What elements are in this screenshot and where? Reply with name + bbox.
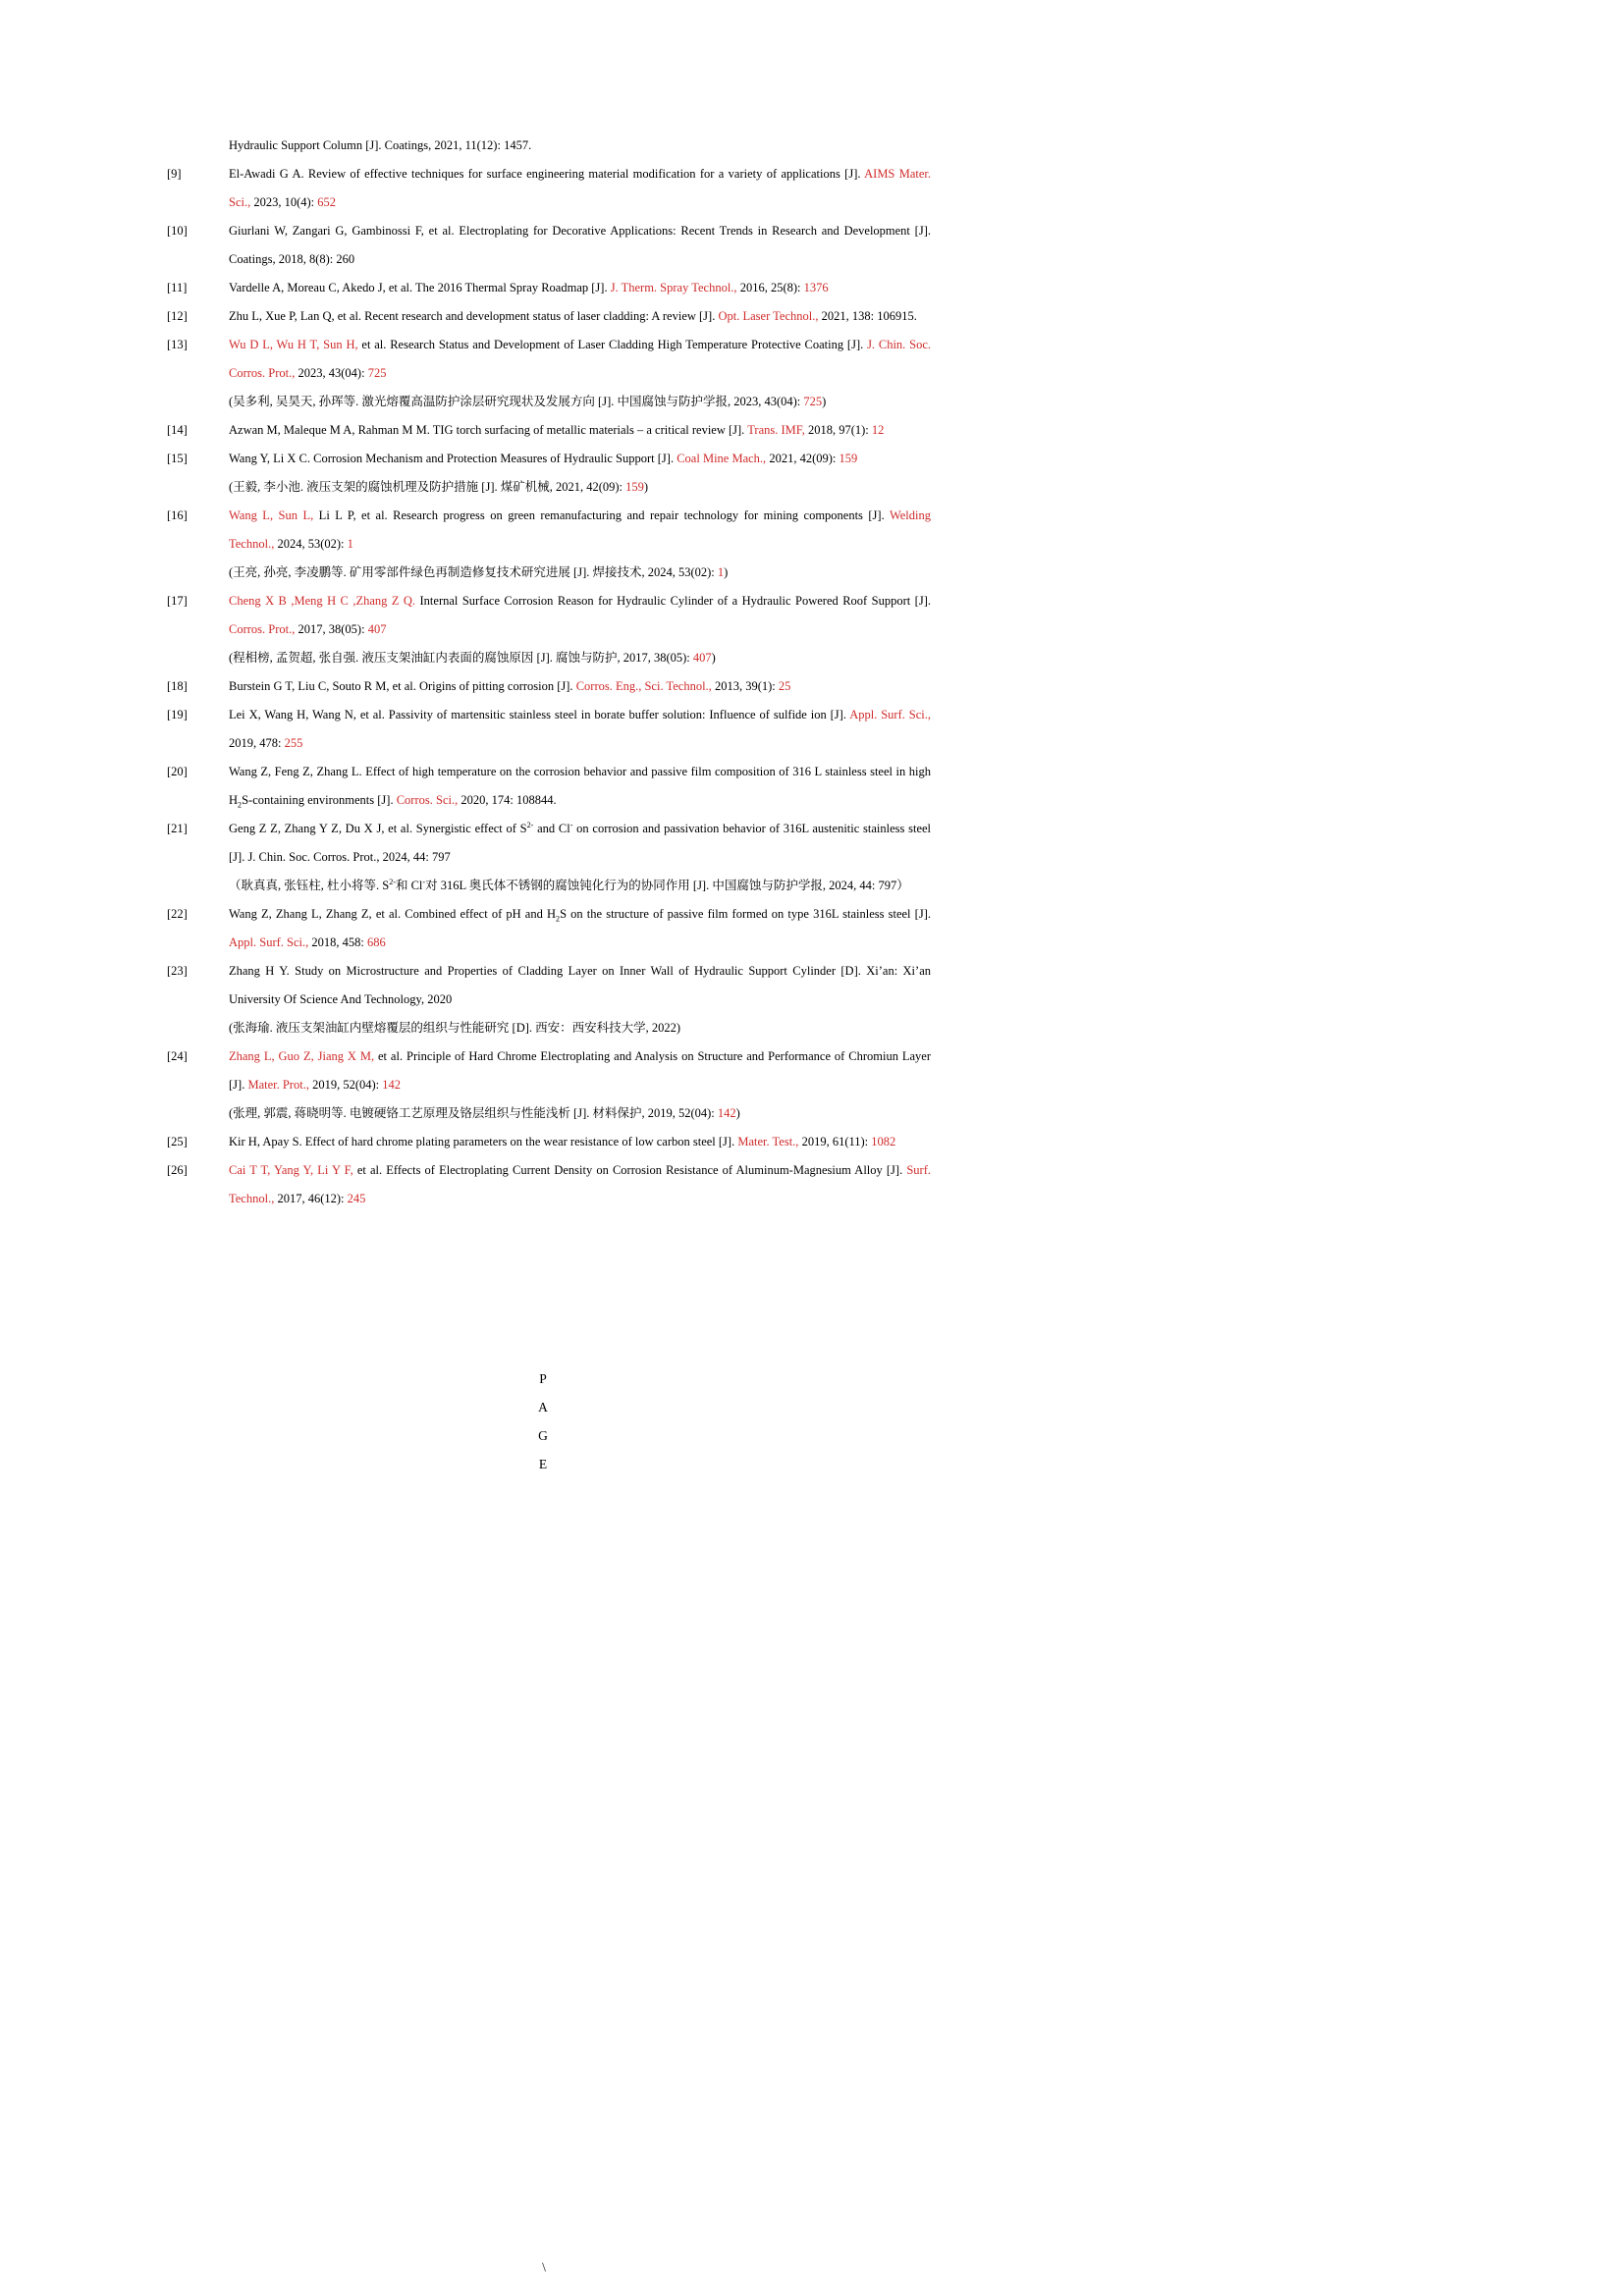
citation-text: Burstein G T, Liu C, Souto R M, et al. Origins of pitting corrosion [J]. xyxy=(229,679,576,693)
reference-number: [13] xyxy=(167,338,188,351)
citation-text: (王毅, 李小池. 液压支架的腐蚀机理及防护措施 [J]. 煤矿机械, 2021, 42(09): xyxy=(229,480,626,494)
page-field-letter: E xyxy=(538,1457,548,1471)
citation-text: ) xyxy=(822,395,827,408)
highlighted-citation-text: Cheng X B ,Meng H C ,Zhang Z Q. xyxy=(229,594,416,608)
reference-text xyxy=(229,1099,931,1128)
reference-number: [20] xyxy=(167,765,188,778)
highlighted-citation-text: J. Therm. Spray Technol., xyxy=(610,281,737,294)
reference-text xyxy=(229,132,931,160)
citation-text: Zhu L, Xue P, Lan Q, et al. Recent research and development status of laser cladding: A review [J]. xyxy=(229,309,719,323)
citation-text: 2016, 25(8): xyxy=(736,281,804,294)
highlighted-citation-text: Mater. Prot., xyxy=(247,1078,309,1092)
reference-text xyxy=(229,1014,931,1042)
citation-text: Kir H, Apay S. Effect of hard chrome plating parameters on the wear resistance of low carbon steel [J]. xyxy=(229,1135,738,1148)
highlighted-citation-text: 142 xyxy=(382,1078,402,1092)
page-field-letter: G xyxy=(538,1428,548,1443)
reference-number: [15] xyxy=(167,452,188,465)
reference-number: [17] xyxy=(167,594,188,608)
citation-text: El-Awadi G A. Review of effective techniques for surface engineering material modification for a variety of applications [J]. xyxy=(229,167,865,181)
reference-text xyxy=(229,502,931,559)
citation-text: (程相榜, 孟贺超, 张自强. 液压支架油缸内表面的腐蚀原因 [J]. 腐蚀与防护, 2017, 38(05): xyxy=(229,651,693,665)
citation-text: 2 xyxy=(238,800,243,810)
citation-text: 2018, 97(1): xyxy=(804,423,872,437)
citation-text: et al. Effects of Electroplating Current Density on Corrosion Resistance of Aluminum-Magnesium Alloy [J]. xyxy=(352,1163,907,1177)
highlighted-citation-text: 652 xyxy=(317,195,337,209)
citation-text: ) xyxy=(724,565,729,579)
citation-text: (张海瑜. 液压支架油缸内壁熔覆层的组织与性能研究 [D]. 西安：西安科技大学, 2022) xyxy=(229,1021,681,1035)
reference-number: [16] xyxy=(167,508,188,522)
highlighted-citation-text: 725 xyxy=(367,366,387,380)
highlighted-citation-text: Trans. IMF, xyxy=(747,423,805,437)
highlighted-citation-text: Surf. Technol., xyxy=(229,1163,931,1205)
reference-number: [22] xyxy=(167,907,188,921)
highlighted-citation-text: 245 xyxy=(347,1192,366,1205)
page-field-letter: A xyxy=(538,1400,548,1415)
reference-number: [9] xyxy=(167,167,182,181)
reference-entry xyxy=(167,331,931,416)
reference-text xyxy=(229,1128,931,1156)
reference-entry xyxy=(167,274,931,302)
highlighted-citation-text: Corros. Sci., xyxy=(396,793,459,807)
reference-text xyxy=(229,274,931,302)
highlighted-citation-text: 725 xyxy=(803,395,823,408)
citation-text: et al. Principle of Hard Chrome Electroplating and Analysis on Structure and Performance of Chromiun Layer [J]. xyxy=(229,1049,931,1092)
reference-number: [12] xyxy=(167,309,188,323)
reference-text xyxy=(229,957,931,1014)
reference-entry xyxy=(167,502,931,587)
citation-text: Geng Z Z, Zhang Y Z, Du X J, et al. Synergistic effect of S xyxy=(229,822,527,835)
highlighted-citation-text: Appl. Surf. Sci., xyxy=(849,708,932,721)
reference-entry xyxy=(167,1042,931,1128)
references-list xyxy=(167,132,931,1213)
highlighted-citation-text: 1376 xyxy=(803,281,829,294)
reference-entry xyxy=(167,900,931,957)
page-field-artifact: \ xyxy=(542,2260,546,2274)
reference-text xyxy=(229,672,931,701)
reference-number: [18] xyxy=(167,679,188,693)
citation-text: (张理, 郭震, 蒋晓明等. 电镀硬铬工艺原理及铬层组织与性能浅析 [J]. 材料保护, 2019, 52(04): xyxy=(229,1106,718,1120)
reference-text xyxy=(229,445,931,473)
reference-text xyxy=(229,1042,931,1099)
reference-number: [24] xyxy=(167,1049,188,1063)
highlighted-citation-text: 407 xyxy=(692,651,712,665)
reference-entry xyxy=(167,416,931,445)
citation-text: 2021, 42(09): xyxy=(766,452,839,465)
citation-text: 2021, 138: 106915. xyxy=(818,309,917,323)
citation-text: 2019, 478: xyxy=(229,736,285,750)
reference-entry xyxy=(167,957,931,1042)
reference-text xyxy=(229,758,931,815)
reference-text xyxy=(229,388,931,416)
citation-text: - xyxy=(422,877,426,886)
citation-text: 2024, 53(02): xyxy=(274,537,348,551)
reference-text xyxy=(229,900,931,957)
citation-text: Hydraulic Support Column [J]. Coatings, 2021, 11(12): 1457. xyxy=(229,138,532,152)
citation-text: Wang Y, Li X C. Corrosion Mechanism and Protection Measures of Hydraulic Support [J]. xyxy=(229,452,677,465)
reference-text xyxy=(229,701,931,758)
reference-text xyxy=(229,416,931,445)
reference-entry xyxy=(167,815,931,900)
highlighted-citation-text: Wang L, Sun L, xyxy=(229,508,314,522)
reference-entry xyxy=(167,445,931,502)
citation-text: 2017, 46(12): xyxy=(274,1192,348,1205)
highlighted-citation-text: Corros. Prot., xyxy=(229,622,296,636)
citation-text: Internal Surface Corrosion Reason for Hydraulic Cylinder of a Hydraulic Powered Roof Support [J]. xyxy=(415,594,931,608)
citation-text: et al. Research Status and Development of Laser Cladding High Temperature Protective Coating [J]. xyxy=(357,338,868,351)
citation-text: Zhang H Y. Study on Microstructure and Properties of Cladding Layer on Inner Wall of Hydraulic Support Cylinder [D]. Xi’an: Xi’an University Of Science And Technology, 2020 xyxy=(229,964,931,1006)
reference-entry xyxy=(167,758,931,815)
highlighted-citation-text: 255 xyxy=(284,736,303,750)
highlighted-citation-text: Zhang L, Guo Z, Jiang X M, xyxy=(229,1049,375,1063)
highlighted-citation-text: Opt. Laser Technol., xyxy=(718,309,819,323)
reference-entry xyxy=(167,132,931,160)
reference-text xyxy=(229,302,931,331)
highlighted-citation-text: 142 xyxy=(717,1106,736,1120)
citation-text: and Cl xyxy=(533,822,570,835)
citation-text: 对 316L 奥氏体不锈钢的腐蚀钝化行为的协同作用 [J]. 中国腐蚀与防护学报, 2024, 44: 797） xyxy=(425,879,909,892)
highlighted-citation-text: 1082 xyxy=(871,1135,896,1148)
reference-number: [10] xyxy=(167,224,188,238)
citation-text: ) xyxy=(643,480,649,494)
reference-text xyxy=(229,160,931,217)
highlighted-citation-text: J. Chin. Soc. Corros. Prot., xyxy=(229,338,931,380)
reference-text xyxy=(229,1156,931,1213)
highlighted-citation-text: 159 xyxy=(625,480,644,494)
reference-entry xyxy=(167,160,931,217)
highlighted-citation-text: AIMS Mater. Sci., xyxy=(229,167,931,209)
highlighted-citation-text: 1 xyxy=(717,565,725,579)
citation-text: S on the structure of passive film formed on type 316L stainless steel [J]. xyxy=(560,907,931,921)
citation-text: 2- xyxy=(526,820,534,829)
reference-text xyxy=(229,587,931,644)
reference-text xyxy=(229,559,931,587)
reference-number: [26] xyxy=(167,1163,188,1177)
highlighted-citation-text: Cai T T, Yang Y, Li Y F, xyxy=(229,1163,353,1177)
citation-text: 2019, 61(11): xyxy=(798,1135,872,1148)
reference-number: [19] xyxy=(167,708,188,721)
citation-text: （耿真真, 张钰柱, 杜小将等. S xyxy=(229,879,390,892)
highlighted-citation-text: Welding Technol., xyxy=(229,508,931,551)
citation-text: Azwan M, Maleque M A, Rahman M M. TIG torch surfacing of metallic materials – a critical review [J]. xyxy=(229,423,748,437)
reference-text xyxy=(229,331,931,388)
reference-entry xyxy=(167,302,931,331)
highlighted-citation-text: Wu D L, Wu H T, Sun H, xyxy=(229,338,358,351)
citation-text: 2017, 38(05): xyxy=(295,622,368,636)
highlighted-citation-text: 12 xyxy=(871,423,885,437)
citation-text: 2023, 43(04): xyxy=(295,366,368,380)
reference-number: [11] xyxy=(167,281,188,294)
citation-text: 2018, 458: xyxy=(308,935,367,949)
highlighted-citation-text: Coal Mine Mach., xyxy=(677,452,767,465)
reference-entry xyxy=(167,1128,931,1156)
citation-text: S-containing environments [J]. xyxy=(242,793,397,807)
reference-entry xyxy=(167,587,931,672)
highlighted-citation-text: Corros. Eng., Sci. Technol., xyxy=(575,679,712,693)
citation-text: 2- xyxy=(389,877,396,886)
citation-text: 2 xyxy=(556,914,561,924)
citation-text: Wang Z, Zhang L, Zhang Z, et al. Combined effect of pH and H xyxy=(229,907,557,921)
reference-text xyxy=(229,217,931,274)
highlighted-citation-text: Mater. Test., xyxy=(737,1135,799,1148)
highlighted-citation-text: 159 xyxy=(839,452,858,465)
reference-number: [14] xyxy=(167,423,188,437)
highlighted-citation-text: 25 xyxy=(778,679,791,693)
reference-entry xyxy=(167,701,931,758)
reference-text xyxy=(229,473,931,502)
highlighted-citation-text: 1 xyxy=(347,537,353,551)
reference-number: [23] xyxy=(167,964,188,978)
highlighted-citation-text: 686 xyxy=(366,935,386,949)
citation-text: (王亮, 孙亮, 李凌鹏等. 矿用零部件绿色再制造修复技术研究进展 [J]. 焊接技术, 2024, 53(02): xyxy=(229,565,718,579)
citation-text: Wang Z, Feng Z, Zhang L. Effect of high temperature on the corrosion behavior and passive film composition of 316 L stainless steel in high H xyxy=(229,765,931,807)
citation-text: 2019, 52(04): xyxy=(308,1078,383,1092)
reference-text xyxy=(229,815,931,872)
citation-text: ) xyxy=(711,651,716,665)
reference-number: [21] xyxy=(167,822,188,835)
citation-text: 2013, 39(1): xyxy=(711,679,779,693)
highlighted-citation-text: Appl. Surf. Sci., xyxy=(229,935,309,949)
reference-entry xyxy=(167,217,931,274)
reference-entry xyxy=(167,1156,931,1213)
reference-text xyxy=(229,872,931,900)
citation-text: (吴多利, 吴昊天, 孙珲等. 激光熔覆高温防护涂层研究现状及发展方向 [J]. 中国腐蚀与防护学报, 2023, 43(04): xyxy=(229,395,804,408)
reference-entry xyxy=(167,672,931,701)
citation-text: on corrosion and passivation behavior of 316L austenitic stainless steel [J]. J. Chin. Soc. Corros. Prot., 2024, 44: 797 xyxy=(229,822,932,864)
citation-text: - xyxy=(569,820,573,829)
citation-text: 2023, 10(4): xyxy=(250,195,318,209)
page-field-letter: P xyxy=(539,1371,547,1386)
citation-text: Vardelle A, Moreau C, Akedo J, et al. The 2016 Thermal Spray Roadmap [J]. xyxy=(229,281,611,294)
citation-text: ) xyxy=(735,1106,740,1120)
citation-text: Lei X, Wang H, Wang N, et al. Passivity of martensitic stainless steel in borate buffer solution: Influence of sulfide ion [J]. xyxy=(229,708,850,721)
reference-text xyxy=(229,644,931,672)
citation-text: Li L P, et al. Research progress on green remanufacturing and repair technology for mining components [J]. xyxy=(313,508,890,522)
highlighted-citation-text: 407 xyxy=(367,622,387,636)
reference-number: [25] xyxy=(167,1135,188,1148)
citation-text: 和 Cl xyxy=(395,879,423,892)
page-number-field xyxy=(528,1364,558,1478)
citation-text: 2020, 174: 108844. xyxy=(458,793,557,807)
citation-text: Giurlani W, Zangari G, Gambinossi F, et al. Electroplating for Decorative Applications: Recent Trends in Research and Development [J]. Coatings, 2018, 8(8): 260 xyxy=(229,224,931,266)
